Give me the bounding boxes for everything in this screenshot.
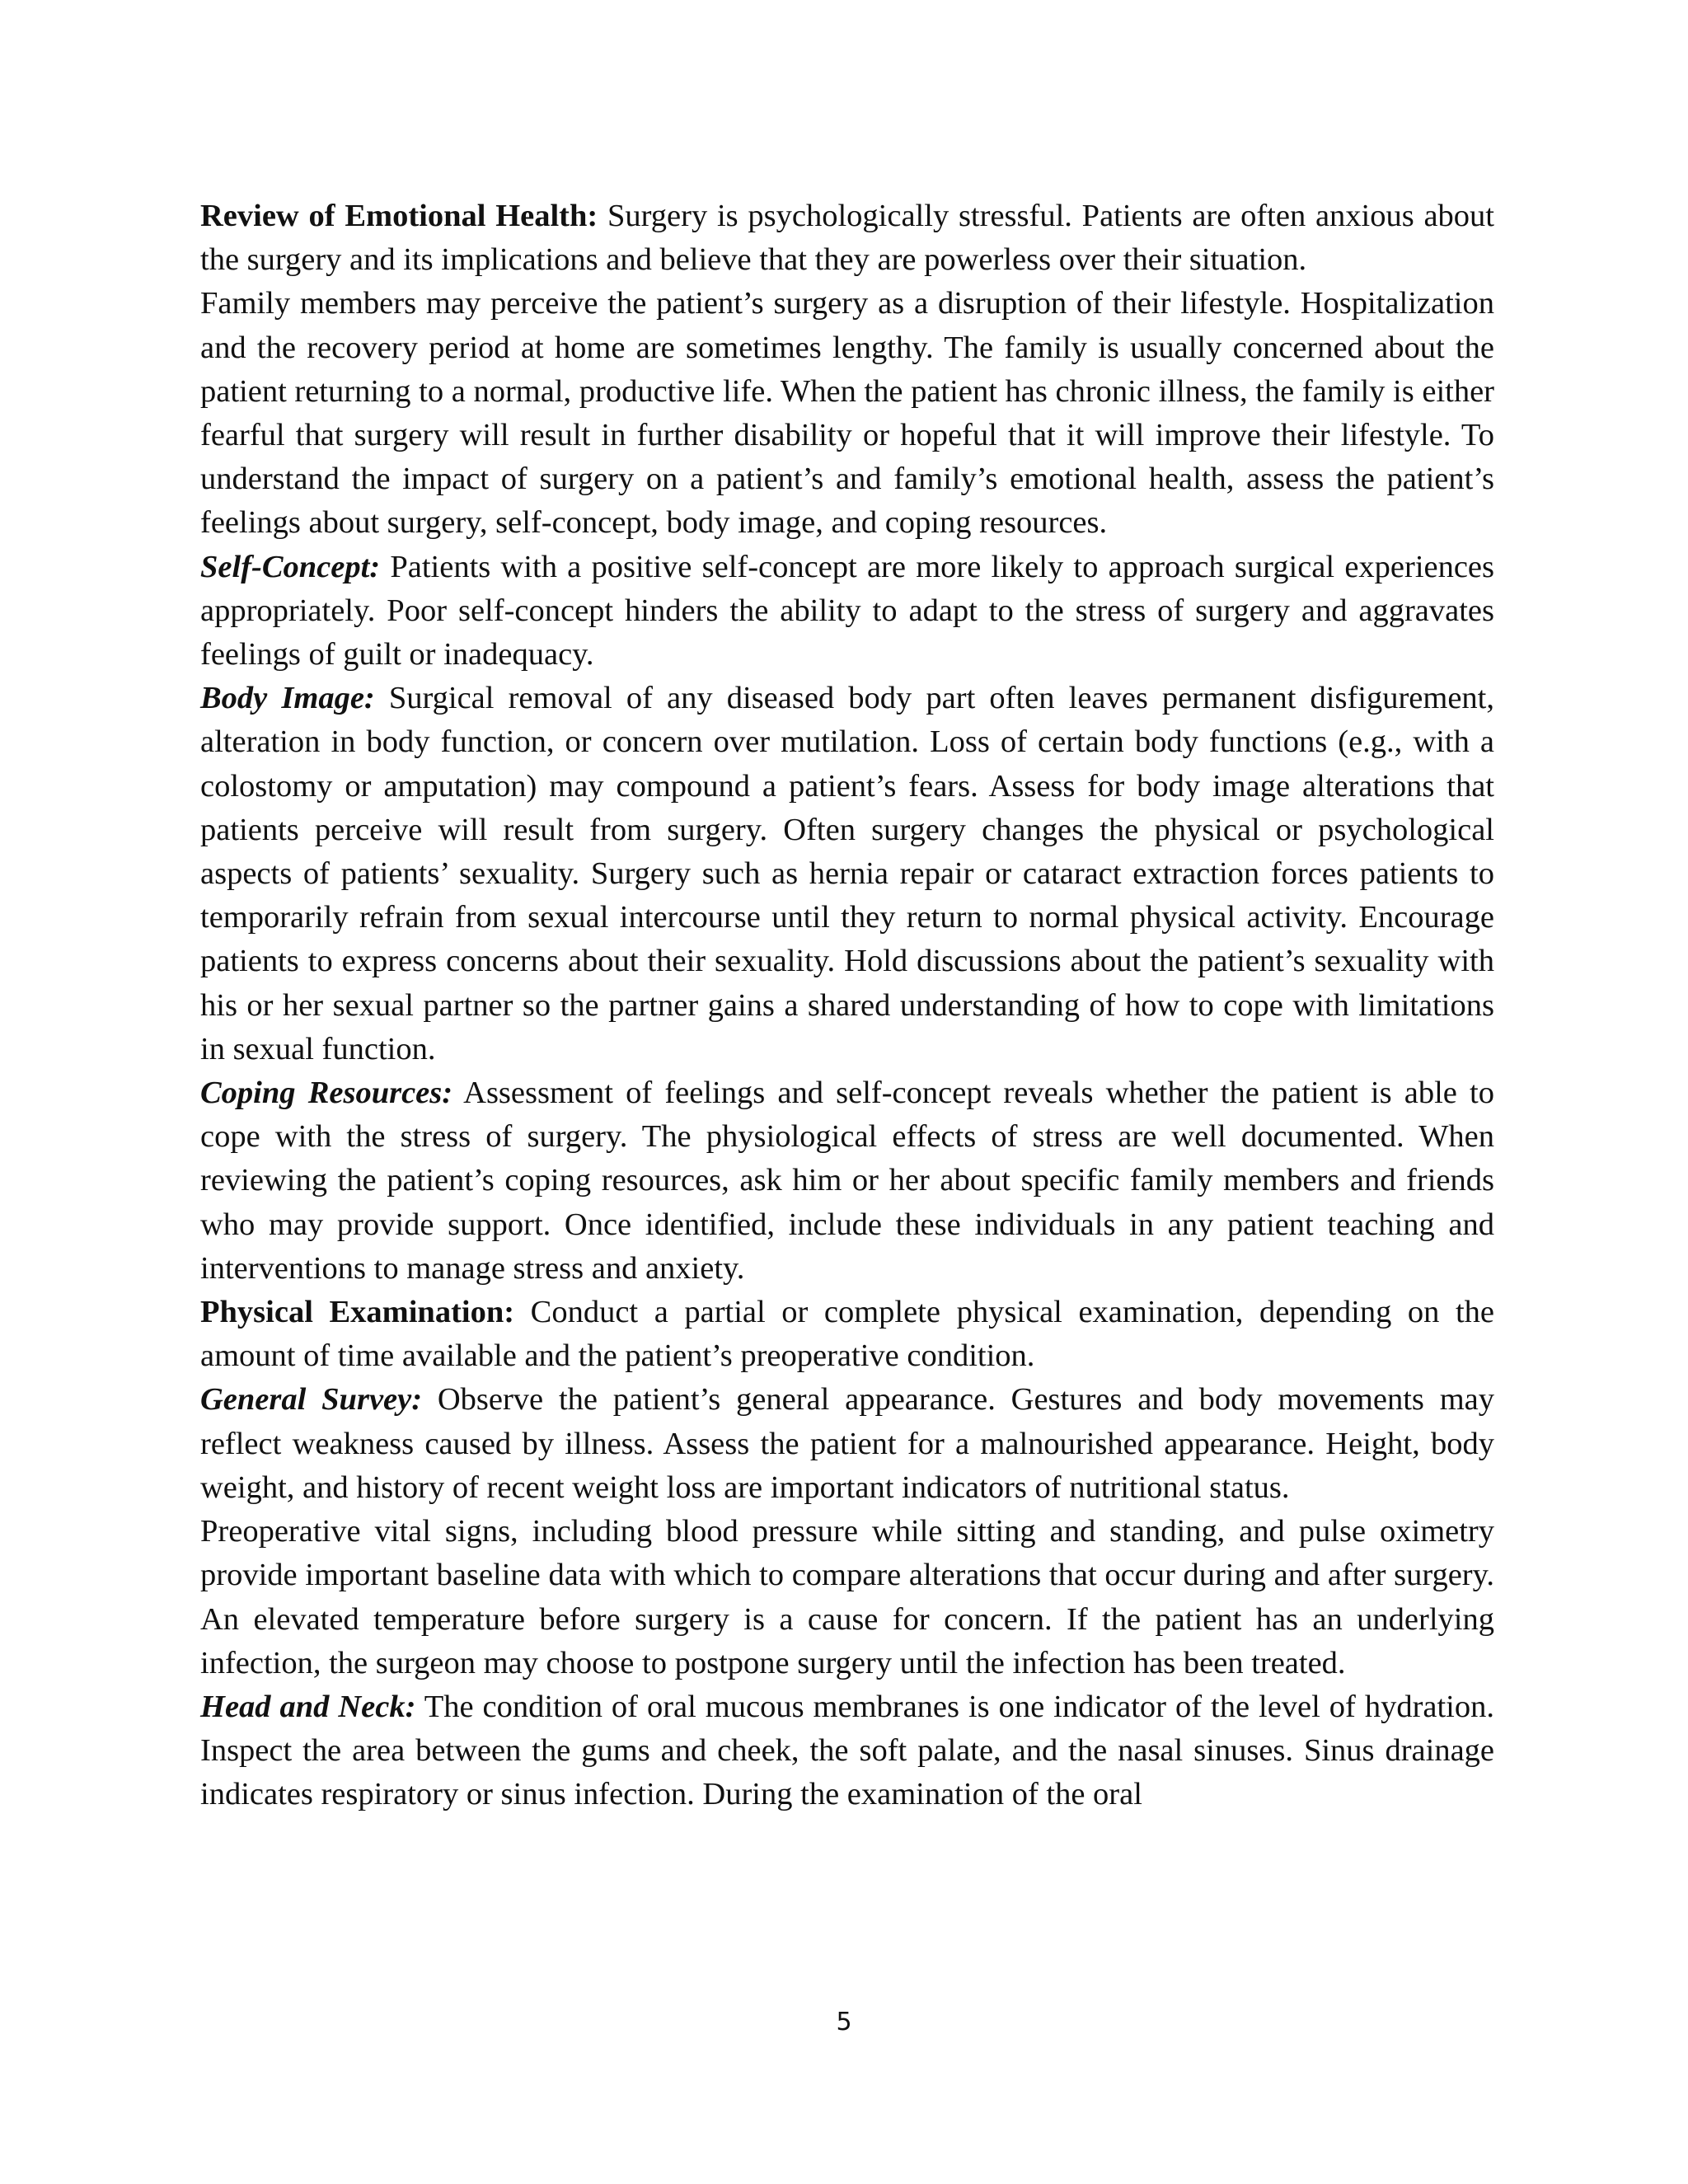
section-heading: Review of Emotional Health: bbox=[200, 199, 598, 233]
paragraph-physical-examination bbox=[200, 1291, 1494, 1378]
paragraph-head-and-neck bbox=[200, 1685, 1494, 1817]
paragraph-text: The condition of oral mucous membranes is one indicator of the level of hydration. Inspect the area between the gums and cheek, the soft palate, and the nasal sinuses. Sinus drainage indicates respiratory or sinus infection. During the examination of the oral bbox=[200, 1689, 1495, 1812]
section-heading: Physical Examination: bbox=[200, 1295, 515, 1330]
paragraph-text: Conduct a partial or complete physical examination, depending on the amount of time available and the patient’s preoperative condition. bbox=[200, 1295, 1494, 1374]
paragraph-body-image bbox=[200, 677, 1494, 1071]
paragraph-text: Preoperative vital signs, including blood pressure while sitting and standing, and pulse oximetry provide important baseline data with which to compare alterations that occur during and after surgery. An elevated temperature before surgery is a cause for concern. If the patient has an underlying infection, the surgeon may choose to postpone surgery until the infection has been treated. bbox=[200, 1514, 1494, 1680]
paragraph-text: Patients with a positive self-concept are more likely to approach surgical experiences appropriately. Poor self-concept hinders the ability to adapt to the stress of surgery and aggravates feelings of guilt or inadequacy. bbox=[200, 549, 1495, 673]
paragraph-family-impact bbox=[200, 282, 1494, 545]
paragraph-review-of-emotional-health bbox=[200, 194, 1494, 282]
subsection-heading: Coping Resources: bbox=[200, 1076, 453, 1111]
subsection-heading: General Survey: bbox=[200, 1382, 423, 1418]
subsection-heading: Self-Concept: bbox=[200, 549, 381, 584]
subsection-heading: Body Image: bbox=[200, 681, 375, 716]
paragraph-text: Observe the patient’s general appearance. Gestures and body movements may reflect weakness caused by illness. Assess the patient for a malnourished appearance. Height, body weight, and history of recent weight loss are important indicators of nutritional status. bbox=[200, 1382, 1494, 1505]
paragraph-vital-signs bbox=[200, 1510, 1494, 1685]
paragraph-general-survey bbox=[200, 1378, 1494, 1510]
document-body bbox=[200, 194, 1494, 1817]
paragraph-text: Family members may perceive the patient’s surgery as a disruption of their lifestyle. Hospitalization and the recovery period at home are sometimes lengthy. The family is usually concerned about the patient returning to a normal, productive life. When the patient has chronic illness, the family is either fearful that surgery will result in further disability or hopeful that it will improve their lifestyle. To understand the impact of surgery on a patient’s and family’s emotional health, assess the patient’s feelings about surgery, self-concept, body image, and coping resources. bbox=[200, 286, 1494, 541]
paragraph-text: Assessment of feelings and self-concept reveals whether the patient is able to cope with the stress of surgery. The physiological effects of stress are well documented. When reviewing the patient’s coping resources, ask him or her about specific family members and friends who may provide support. Once identified, include these individuals in any patient teaching and interventions to manage stress and anxiety. bbox=[200, 1076, 1494, 1286]
subsection-heading: Head and Neck: bbox=[200, 1689, 416, 1724]
paragraph-text: Surgery is psychologically stressful. Patients are often anxious about the surgery and its implications and believe that they are powerless over their situation. bbox=[200, 199, 1495, 278]
paragraph-coping-resources bbox=[200, 1071, 1494, 1291]
page-number: 5 bbox=[836, 2008, 852, 2036]
paragraph-text: Surgical removal of any diseased body part often leaves permanent disfigurement, alteration in body function, or concern over mutilation. Loss of certain body functions (e.g., with a colostomy or amputation) may compound a patient’s fears. Assess for body image alterations that patients perceive will result from surgery. Often surgery changes the physical or psychological aspects of patients’ sexuality. Surgery such as hernia repair or cataract extraction forces patients to temporarily refrain from sexual intercourse until they return to normal physical activity. Encourage patients to express concerns about their sexuality. Hold discussions about the patient’s sexuality with his or her sexual partner so the partner gains a shared understanding of how to cope with limitations in sexual function. bbox=[200, 681, 1494, 1066]
paragraph-self-concept bbox=[200, 546, 1494, 677]
